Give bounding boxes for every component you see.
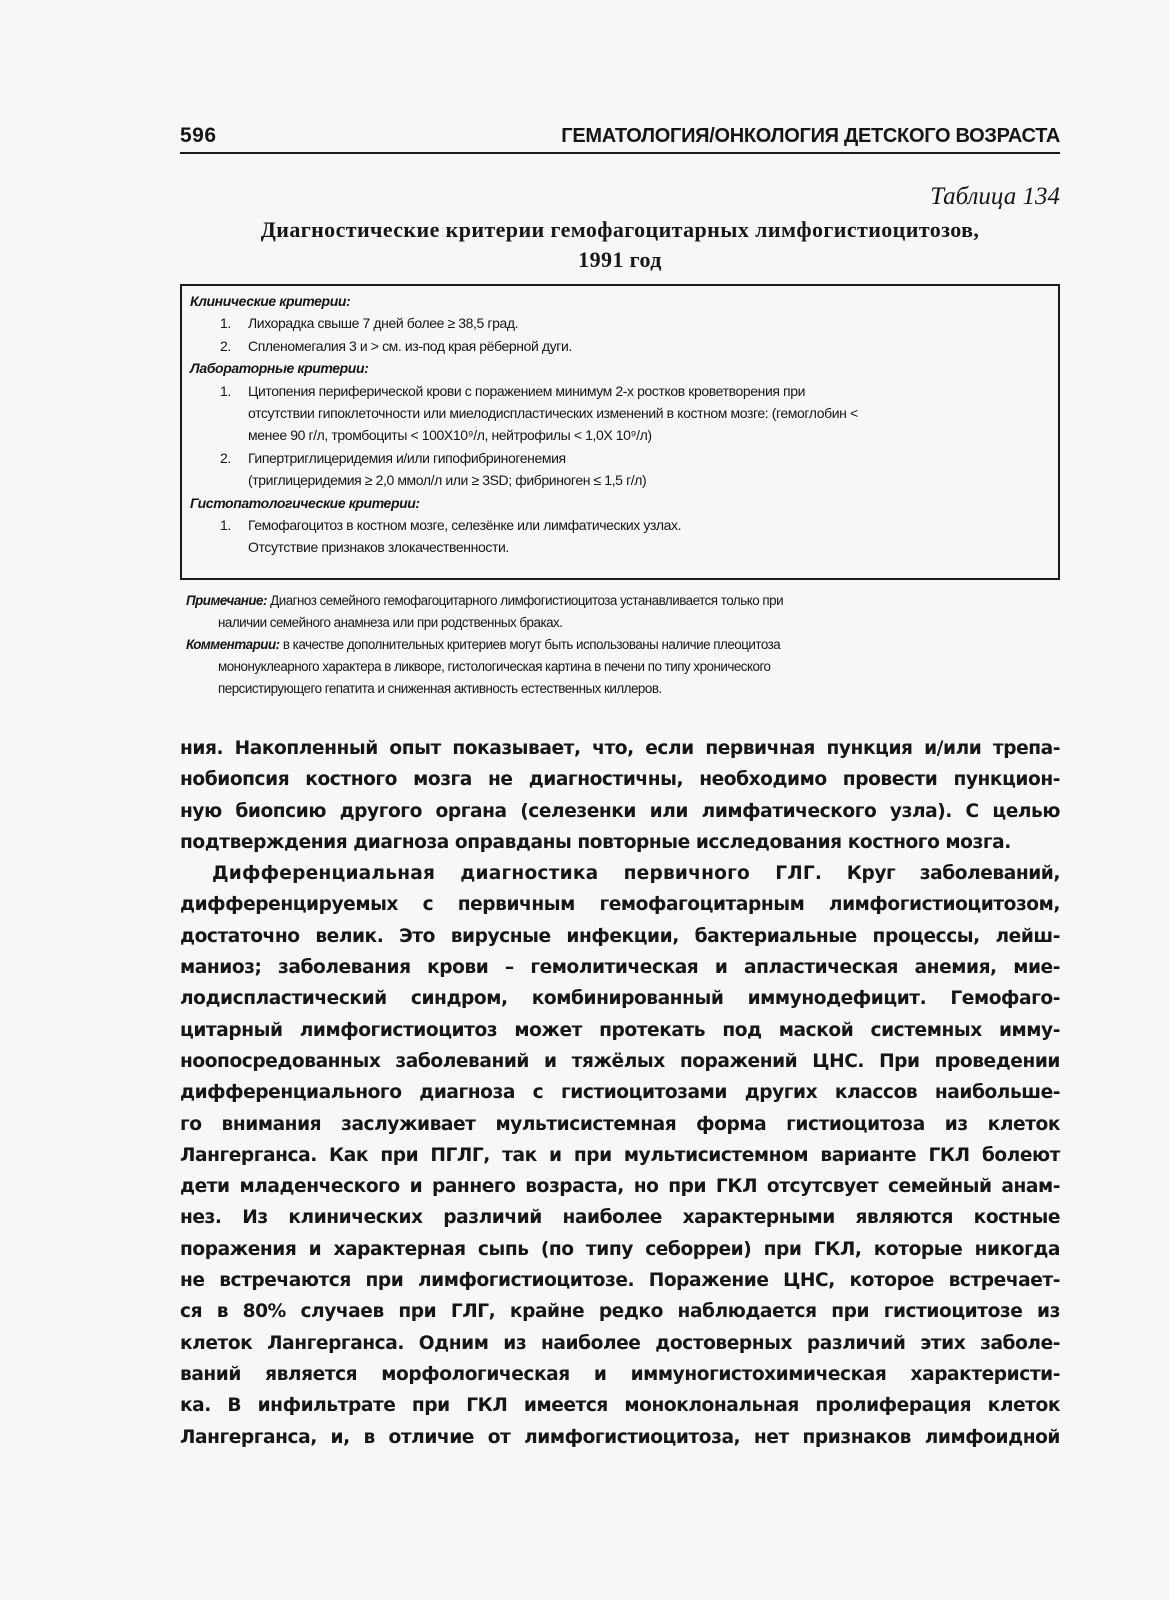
- criteria-table: [180, 284, 1060, 580]
- note-text: Диагноз семейного гемофагоцитарного лимфогистиоцитоза устанавливается только при: [266, 593, 784, 608]
- text-line: ноопосредованных заболеваний и тяжёлых поражений ЦНС. При проведении: [180, 1050, 1060, 1072]
- text-line: лодиспластический синдром, комбинированный иммунодефицит. Гемофаго-: [180, 988, 1060, 1010]
- text-line: поражения и характерная сыпь (по типу себорреи) при ГКЛ, которые никогда: [180, 1238, 1060, 1260]
- table-title: [180, 215, 1060, 275]
- criteria-item-number: 2.: [220, 449, 231, 466]
- table-notes: [186, 590, 1046, 700]
- criteria-item-text: Гипертриглицеридемия и/или гипофибриногенемия: [248, 449, 566, 466]
- body-text: [180, 733, 1060, 1453]
- text-line: цитарный лимфогистиоцитоз может протекать под маской системных имму-: [180, 1019, 1060, 1041]
- criteria-item: [190, 447, 1050, 469]
- criteria-item-number: 1.: [220, 382, 231, 399]
- comment-text: мононуклеарного характера в ликворе, гистологическая картина в печени по типу хронического: [218, 659, 771, 674]
- text-line: клеток Лангерганса. Одним из наиболее достоверных различий этих заболе-: [180, 1332, 1060, 1354]
- comment: [186, 634, 1046, 656]
- comment-text: в качестве дополнительных критериев могут быть использованы наличие плеоцитоза: [279, 637, 781, 652]
- comment-text: персистирующего гепатита и сниженная активность естественных киллеров.: [218, 681, 662, 696]
- text-line: [180, 858, 1060, 889]
- table-title-line: Диагностические критерии гемофагоцитарных лимфогистиоцитозов,: [260, 217, 980, 242]
- histopathology-criteria-heading: Гистопатологические критерии:: [190, 494, 420, 511]
- note-text: наличии семейного анамнеза или при родственных браках.: [218, 615, 563, 630]
- text-line: дифференцируемых с первичным гемофагоцитарным лимфогистиоцитозом,: [180, 894, 1060, 916]
- text-line: подтверждения диагноза оправданы повторные исследования костного мозга.: [180, 831, 1011, 853]
- table-title-line: 1991 год: [578, 247, 662, 272]
- criteria-item-continuation: (триглицеридемия ≥ 2,0 ммол/л или ≥ 3SD; фибриноген ≤ 1,5 г/л): [248, 472, 647, 489]
- criteria-item-continuation: менее 90 г/л, тромбоциты < 100Х10⁹/л, нейтрофилы < 1,0Х 10⁹/л): [248, 427, 652, 444]
- section-subheading: Дифференциальная диагностика первичного ГЛГ.: [212, 863, 823, 885]
- running-title: ГЕМАТОЛОГИЯ/ОНКОЛОГИЯ ДЕТСКОГО ВОЗРАСТА: [561, 125, 1060, 147]
- criteria-item: [190, 312, 1050, 334]
- criteria-item-continuation: отсутствии гипоклеточности или миелодиспластических изменений в костном мозге: (гемоглобин <: [248, 405, 858, 422]
- criteria-item-text: Лихорадка свыше 7 дней более ≥ 38,5 град.: [248, 315, 519, 332]
- criteria-item: [190, 380, 1050, 402]
- text-line: ную биопсию другого органа (селезенки или лимфатического узла). С целью: [180, 800, 1060, 822]
- page-number: 596: [180, 124, 217, 147]
- criteria-item-number: 1.: [220, 315, 231, 332]
- criteria-item-number: 2.: [220, 337, 231, 354]
- note: [186, 590, 1046, 612]
- text-line: Лангерганса. Как при ПГЛГ, так и при мультисистемном варианте ГКЛ болеют: [180, 1144, 1060, 1166]
- text-line: дети младенческого и раннего возраста, но при ГКЛ отсутсвует семейный анам-: [180, 1176, 1060, 1198]
- text-line: дифференциального диагноза с гистиоцитозами других классов наибольше-: [180, 1082, 1060, 1104]
- laboratory-criteria-heading: Лабораторные критерии:: [190, 360, 369, 377]
- text-run: Круг заболеваний,: [822, 863, 1060, 885]
- text-line: маниоз; заболевания крови – гемолитическая и апластическая анемия, мие-: [180, 957, 1060, 979]
- text-line: ваний является морфологическая и иммуногистохимическая характеристи-: [180, 1363, 1060, 1385]
- criteria-item-continuation: Отсутствие признаков злокачественности.: [248, 539, 509, 556]
- text-line: Лангерганса, и, в отличие от лимфогистиоцитоза, нет признаков лимфоидной: [180, 1426, 1060, 1448]
- running-header: [180, 118, 1060, 154]
- text-line: ся в 80% случаев при ГЛГ, крайне редко наблюдается при гистиоцитозе из: [180, 1301, 1060, 1323]
- clinical-criteria-heading: Клинические критерии:: [190, 293, 351, 309]
- text-line: нез. Из клинических различий наиболее характерными являются костные: [180, 1207, 1060, 1229]
- criteria-item: [190, 514, 1050, 536]
- criteria-item-text: Гемофагоцитоз в костном мозге, селезёнке или лимфатических узлах.: [248, 517, 682, 534]
- text-line: достаточно велик. Это вирусные инфекции, бактериальные процессы, лейш-: [180, 925, 1060, 947]
- criteria-item-number: 1.: [220, 517, 231, 534]
- criteria-item-text: Спленомегалия 3 и > см. из-под края рёберной дуги.: [248, 337, 572, 354]
- table-label: Таблица 134: [930, 183, 1060, 210]
- text-line: нобиопсия костного мозга не диагностичны, необходимо провести пункцион-: [180, 769, 1060, 791]
- criteria-item-text: Цитопения периферической крови с поражением минимум 2-х ростков кроветворения при: [248, 382, 806, 399]
- text-line: го внимания заслуживает мультисистемная форма гистиоцитоза из клеток: [180, 1113, 1060, 1135]
- text-line: ка. В инфильтрате при ГКЛ имеется моноклональная пролиферация клеток: [180, 1395, 1060, 1417]
- criteria-item: [190, 335, 1050, 357]
- comment-label: Комментарии:: [186, 637, 280, 652]
- text-line: ния. Накопленный опыт показывает, что, если первичная пункция и/или трепа-: [180, 738, 1060, 759]
- note-label: Примечание:: [186, 593, 267, 608]
- text-line: не встречаются при лимфогистиоцитозе. Поражение ЦНС, которое встречает-: [180, 1270, 1060, 1292]
